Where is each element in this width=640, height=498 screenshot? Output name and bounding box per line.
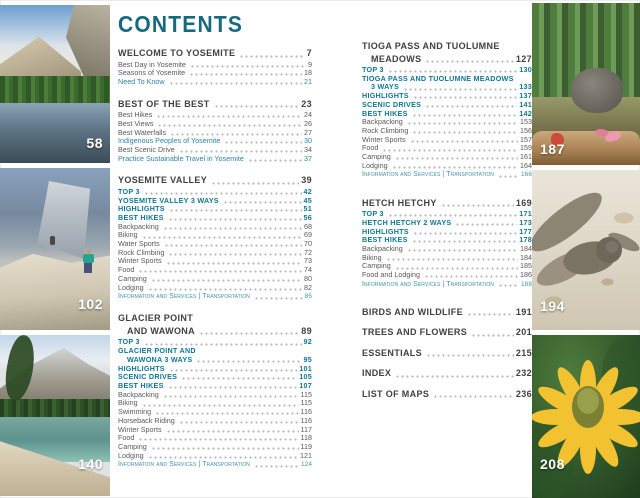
toc-page-number: 188 — [521, 280, 532, 288]
toc-page-number: 115 — [300, 389, 312, 399]
toc-label: Best Views — [118, 118, 154, 128]
dot-leader — [254, 297, 303, 300]
toc-section-title — [362, 54, 532, 65]
toc-page-number: 184 — [520, 243, 532, 253]
toc-section — [362, 348, 532, 359]
dot-leader — [413, 96, 517, 99]
toc-page-number: 68 — [304, 221, 312, 231]
toc-page-number: 159 — [520, 143, 532, 153]
toc-label: GLACIER POINT AND — [118, 346, 196, 356]
toc-label: MEADOWS — [371, 53, 422, 64]
dot-leader — [155, 412, 298, 415]
dot-leader — [157, 124, 302, 127]
toc-page-number: 27 — [304, 127, 312, 137]
toc-row — [118, 223, 312, 232]
toc-label: Food and Lodging — [362, 270, 420, 280]
toc-column-left — [118, 12, 312, 482]
toc-section-title — [362, 198, 532, 209]
toc-section — [362, 389, 532, 400]
toc-page-number: 118 — [300, 433, 312, 443]
photo-page-number: 140 — [78, 456, 103, 472]
hiker-figure — [83, 249, 94, 273]
toc-label: AND WAWONA — [127, 325, 195, 336]
toc-section — [118, 175, 312, 301]
toc-page-number: 82 — [304, 282, 312, 292]
toc-row — [118, 266, 312, 275]
toc-label: 3 WAYS — [371, 82, 399, 92]
toc-label: Winter Sports — [118, 424, 162, 434]
toc-page-number: 26 — [304, 118, 312, 128]
toc-label: Lodging — [118, 282, 144, 292]
toc-page-number: 45 — [303, 195, 312, 205]
photo-yellow-coneflower — [532, 335, 640, 498]
toc-label: HIGHLIGHTS — [362, 226, 409, 236]
toc-section-title — [362, 307, 532, 318]
dot-leader — [214, 105, 300, 108]
toc-page-number: 42 — [303, 186, 312, 196]
toc-label: Need To Know — [118, 76, 165, 86]
toc-label: Information and Services | Transportation — [118, 461, 251, 469]
toc-page-number: 156 — [520, 125, 532, 135]
dot-leader — [424, 275, 518, 278]
toc-page-number: 95 — [303, 354, 312, 364]
toc-row — [118, 78, 312, 87]
toc-label: TIOGA PASS AND TUOLUMNE — [362, 41, 500, 51]
dot-leader — [386, 258, 518, 261]
toc-page-number: 107 — [299, 380, 312, 390]
toc-page-number: 34 — [304, 144, 312, 154]
toc-page-number: 186 — [520, 270, 532, 280]
toc-section — [118, 313, 312, 469]
dot-leader — [190, 65, 306, 68]
dot-leader — [169, 369, 297, 372]
toc-label: Rock Climbing — [362, 125, 409, 135]
dot-leader — [412, 240, 518, 243]
toc-label: BEST HIKES — [362, 235, 408, 245]
toc-row — [118, 391, 312, 400]
toc-page-number: 119 — [300, 441, 312, 451]
toc-row — [362, 136, 532, 145]
lake-shape — [0, 103, 110, 163]
toc-label: BIRDS AND WILDLIFE — [362, 306, 463, 317]
dot-leader — [181, 377, 297, 380]
toc-page-number: 85 — [304, 293, 312, 301]
toc-page-number: 201 — [515, 327, 532, 338]
toc-row — [118, 452, 312, 461]
dot-leader — [179, 150, 302, 153]
dot-leader — [388, 214, 517, 217]
boulders-shape — [0, 254, 110, 330]
toc-section — [362, 41, 532, 180]
dot-leader — [425, 105, 517, 108]
dot-leader — [413, 232, 517, 235]
dot-leader — [224, 141, 302, 144]
toc-page-number: 39 — [301, 175, 312, 186]
toc-row — [118, 434, 312, 443]
toc-label: Biking — [118, 230, 138, 240]
toc-label: Backpacking — [118, 221, 159, 231]
dot-leader — [156, 115, 302, 118]
dot-leader — [455, 223, 517, 226]
dot-leader — [223, 201, 302, 204]
dot-leader — [166, 262, 302, 265]
toc-column-right — [362, 40, 532, 409]
toc-label: Food — [362, 143, 379, 153]
toc-label: Camping — [118, 273, 147, 283]
toc-row — [118, 284, 312, 293]
toc-page-number: 232 — [515, 368, 532, 379]
toc-page-number: 73 — [304, 256, 312, 266]
toc-label: Water Sports — [118, 239, 160, 249]
toc-page-number: 89 — [301, 325, 312, 336]
toc-label: Information and Services | Transportation — [118, 293, 251, 301]
toc-section — [362, 327, 532, 338]
toc-page-number: 141 — [519, 99, 532, 109]
contents-title: CONTENTS — [118, 12, 244, 38]
toc-label: TOP 3 — [362, 209, 384, 219]
toc-section — [362, 368, 532, 379]
toc-label: Lodging — [362, 160, 388, 170]
toc-page-number: 166 — [521, 171, 532, 179]
toc-section-title — [362, 41, 532, 52]
dot-leader — [142, 236, 302, 239]
toc-page-number: 7 — [306, 48, 312, 58]
dot-leader — [395, 157, 518, 160]
photo-page-number: 102 — [78, 296, 103, 312]
toc-page-number: 69 — [304, 230, 312, 240]
toc-label: BEST OF THE BEST — [118, 98, 210, 109]
toc-label: WAWONA 3 WAYS — [127, 354, 193, 364]
toc-page-number: 23 — [301, 98, 312, 109]
toc-section — [118, 48, 312, 87]
toc-label: SCENIC DRIVES — [362, 99, 422, 109]
dot-leader — [196, 360, 301, 363]
toc-sections-left — [118, 48, 312, 470]
dot-leader — [148, 288, 302, 291]
toc-row — [118, 155, 312, 164]
toc-label: Indigenous Peoples of Yosemite — [118, 136, 221, 146]
toc-page-number: 121 — [300, 450, 312, 460]
figure-legs — [84, 263, 92, 273]
toc-label: YOSEMITE VALLEY — [118, 175, 208, 186]
toc-label: SCENIC DRIVES — [118, 372, 178, 382]
dot-leader — [168, 253, 302, 256]
toc-label: Biking — [362, 252, 382, 262]
toc-label: Best Hikes — [118, 110, 153, 120]
dot-leader — [211, 182, 299, 185]
dot-leader — [189, 73, 302, 76]
toc-page-number: 56 — [303, 212, 312, 222]
toc-section-title — [362, 348, 532, 359]
toc-label: HETCH HETCHY — [362, 197, 437, 208]
dot-leader — [388, 70, 517, 73]
toc-label: Food — [118, 265, 135, 275]
toc-page-number: 124 — [301, 461, 312, 469]
toc-section-title — [118, 48, 312, 59]
toc-page-number: 169 — [515, 197, 532, 208]
toc-page-number: 92 — [303, 337, 312, 347]
granite-face-shape — [37, 181, 90, 259]
toc-page-number: 178 — [519, 235, 532, 245]
dot-leader — [467, 313, 514, 316]
toc-page-number: 101 — [299, 363, 312, 373]
toc-label: HETCH HETCHY 2 WAYS — [362, 217, 452, 227]
toc-page-number: 157 — [520, 134, 532, 144]
toc-label: Camping — [362, 152, 391, 162]
toc-label: INDEX — [362, 368, 392, 379]
toc-page-number: 215 — [515, 347, 532, 358]
toc-page-number: 70 — [304, 239, 312, 249]
toc-page-number: 177 — [519, 226, 532, 236]
toc-label: Information and Services | Transportation — [362, 280, 495, 288]
dot-leader — [441, 204, 514, 207]
toc-label: WELCOME TO YOSEMITE — [118, 48, 236, 58]
toc-label: BEST HIKES — [118, 212, 164, 222]
dot-leader — [426, 354, 514, 357]
toc-row — [118, 257, 312, 266]
toc-page-number: 130 — [519, 65, 532, 74]
dot-leader — [412, 131, 518, 134]
dot-leader — [169, 82, 302, 85]
toc-page-number: 21 — [304, 76, 312, 86]
toc-page-number: 80 — [304, 273, 312, 283]
toc-label: Backpacking — [362, 243, 403, 253]
toc-label: LIST OF MAPS — [362, 388, 430, 399]
dot-leader — [407, 122, 518, 125]
toc-label: Swimming — [118, 407, 152, 417]
toc-page-number: 74 — [304, 265, 312, 275]
toc-label: HIGHLIGHTS — [362, 91, 409, 101]
toc-section-title — [118, 313, 312, 324]
dot-leader — [148, 456, 298, 459]
dot-leader — [144, 192, 302, 195]
toc-label: Seasons of Yosemite — [118, 68, 186, 78]
figure-shirt — [83, 254, 94, 263]
toc-label: Camping — [362, 261, 391, 271]
dot-leader — [248, 159, 302, 162]
dot-leader — [407, 249, 518, 252]
toc-section-title — [362, 368, 532, 379]
toc-section-title — [362, 327, 532, 338]
toc-row — [362, 162, 532, 171]
toc-label: Backpacking — [118, 389, 159, 399]
dot-leader — [138, 270, 302, 273]
toc-row — [118, 292, 312, 301]
toc-row — [362, 170, 532, 179]
photo-mirror-lake — [0, 5, 110, 163]
toc-page-number: 191 — [515, 306, 532, 317]
photo-page-number: 194 — [540, 298, 565, 314]
dot-leader — [138, 438, 298, 441]
yellow-flower-illustration — [532, 335, 640, 498]
toc-label: BEST HIKES — [118, 380, 164, 390]
photo-great-gray-owl — [532, 170, 640, 330]
toc-label: TOP 3 — [118, 337, 140, 347]
photo-page-number: 58 — [86, 135, 103, 151]
dot-leader — [239, 55, 304, 58]
toc-page-number: 236 — [515, 388, 532, 399]
toc-label: Food — [118, 433, 135, 443]
toc-page-number: 116 — [300, 407, 312, 417]
photo-tenaya-lake-beach — [0, 335, 110, 496]
photo-page-number: 208 — [540, 456, 565, 472]
toc-label: Lodging — [118, 450, 144, 460]
toc-label: TOP 3 — [362, 65, 384, 74]
toc-page-number: 115 — [300, 398, 312, 408]
photo-page-number: 187 — [540, 141, 565, 157]
dot-leader — [412, 114, 518, 117]
dot-leader — [164, 244, 302, 247]
dot-leader — [151, 279, 302, 282]
dot-leader — [166, 430, 299, 433]
toc-page-number: 173 — [519, 217, 532, 227]
toc-page-number: 171 — [519, 209, 532, 219]
toc-section-title — [118, 326, 312, 337]
toc-label: HIGHLIGHTS — [118, 204, 165, 214]
toc-page-number: 105 — [299, 372, 312, 382]
photo-taft-point-overlook — [0, 168, 110, 330]
toc-row — [362, 271, 532, 280]
toc-row — [118, 443, 312, 452]
toc-label: ESSENTIALS — [362, 347, 423, 358]
toc-section — [362, 198, 532, 289]
toc-label: Information and Services | Transportation — [362, 171, 495, 179]
toc-label: TIOGA PASS AND TUOLUMNE MEADOWS — [362, 73, 514, 83]
toc-label: Backpacking — [362, 117, 403, 127]
toc-page-number: 133 — [519, 82, 532, 92]
toc-row — [118, 275, 312, 284]
toc-page-number: 24 — [304, 110, 312, 120]
toc-section-title — [362, 389, 532, 400]
toc-label: HIGHLIGHTS — [118, 363, 165, 373]
toc-label: TREES AND FLOWERS — [362, 327, 468, 338]
toc-section — [118, 99, 312, 164]
dot-leader — [199, 332, 299, 335]
dot-leader — [179, 421, 299, 424]
toc-label: Horseback Riding — [118, 415, 175, 425]
toc-section — [362, 307, 532, 318]
toc-label: Best Waterfalls — [118, 127, 167, 137]
toc-page-number: 137 — [519, 91, 532, 101]
toc-row — [118, 460, 312, 469]
toc-label: Winter Sports — [362, 134, 406, 144]
toc-row — [118, 426, 312, 435]
toc-label: Practice Sustainable Travel in Yosemite — [118, 153, 244, 163]
toc-page-number: 30 — [304, 136, 312, 146]
dot-leader — [498, 284, 519, 287]
dot-leader — [168, 218, 302, 221]
hiker-figure — [50, 236, 55, 245]
toc-page-number: 142 — [519, 108, 532, 118]
toc-page-number: 18 — [304, 68, 312, 78]
toc-page-number: 161 — [520, 152, 532, 162]
toc-page-number: 37 — [304, 153, 312, 163]
dot-leader — [410, 140, 518, 143]
dot-leader — [382, 149, 518, 152]
toc-row — [362, 245, 532, 254]
toc-label: Rock Climbing — [118, 247, 165, 257]
dot-leader — [151, 447, 299, 450]
dot-leader — [471, 334, 514, 337]
toc-label: BEST HIKES — [362, 108, 408, 118]
toc-label: Winter Sports — [118, 256, 162, 266]
toc-label: GLACIER POINT — [118, 313, 194, 324]
photo-creek-picnic — [532, 3, 640, 165]
toc-page-number: 184 — [520, 252, 532, 262]
dot-leader — [425, 60, 513, 63]
toc-label: Best Scenic Drive — [118, 144, 175, 154]
dot-leader — [498, 175, 519, 178]
toc-page-number: 127 — [515, 53, 532, 64]
dot-leader — [433, 395, 514, 398]
toc-page-number: 153 — [520, 117, 532, 127]
toc-page-number: 51 — [303, 204, 312, 214]
toc-label: YOSEMITE VALLEY 3 WAYS — [118, 195, 219, 205]
dot-leader — [168, 386, 298, 389]
toc-section-title — [118, 99, 312, 110]
toc-label: Best Day in Yosemite — [118, 59, 186, 69]
toc-page-number: 185 — [520, 261, 532, 271]
dot-leader — [142, 404, 299, 407]
toc-section-title — [118, 175, 312, 186]
toc-page-number: 116 — [300, 415, 312, 425]
toc-label: Camping — [118, 441, 147, 451]
dot-leader — [163, 227, 302, 230]
toc-page-number: 117 — [300, 424, 312, 434]
toc-row — [362, 280, 532, 289]
treeline-shape — [0, 76, 110, 104]
toc-label: TOP 3 — [118, 186, 140, 196]
toc-page-number: 9 — [308, 59, 312, 69]
dot-leader — [395, 375, 514, 378]
dot-leader — [169, 209, 302, 212]
dot-leader — [392, 166, 518, 169]
toc-page-number: 164 — [520, 160, 532, 170]
toc-label: Biking — [118, 398, 138, 408]
dot-leader — [403, 88, 517, 91]
dot-leader — [254, 465, 299, 468]
toc-page-number: 72 — [304, 247, 312, 257]
boulder-shape — [571, 68, 623, 113]
dot-leader — [163, 395, 299, 398]
